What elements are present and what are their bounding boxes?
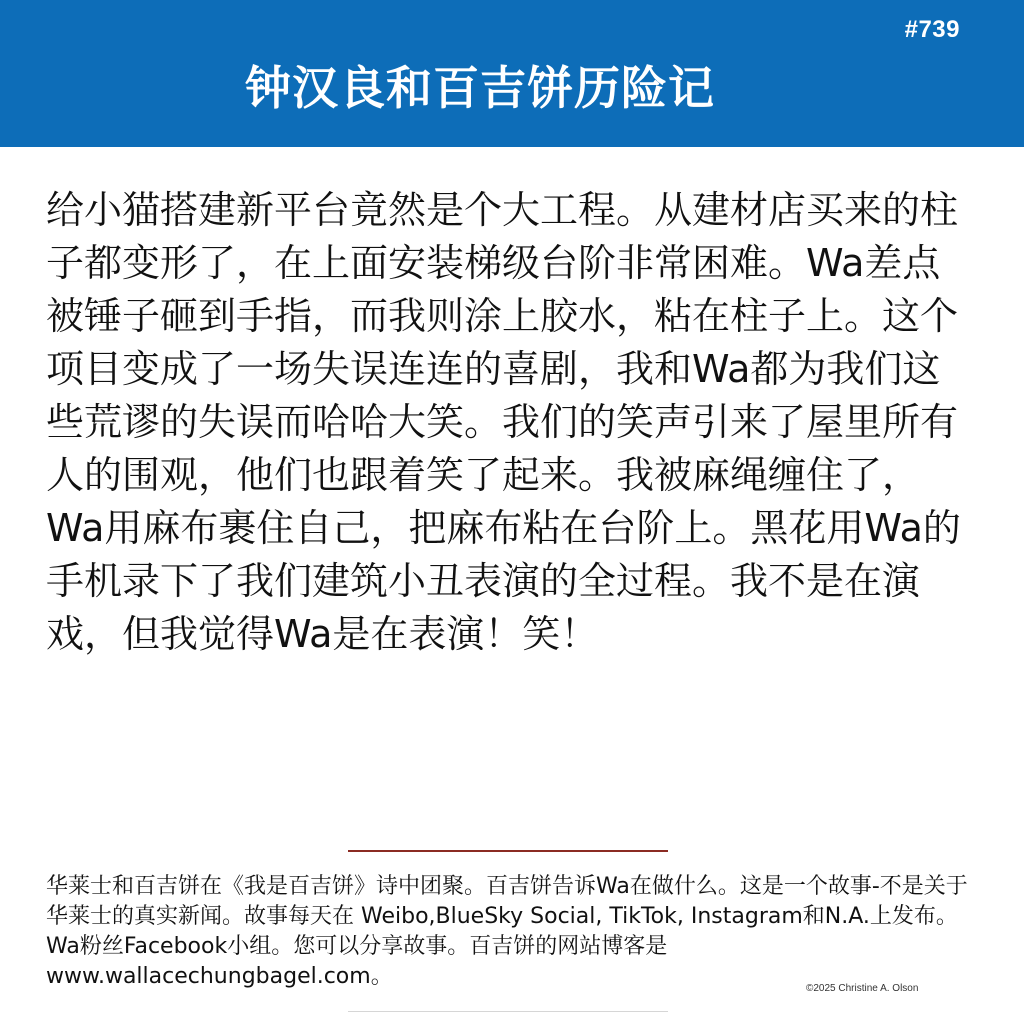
copyright-notice: ©2025 Christine A. Olson: [806, 983, 919, 994]
issue-number: #739: [904, 16, 960, 43]
page-title: 钟汉良和百吉饼历险记: [245, 61, 715, 115]
story-text: 给小猫搭建新平台竟然是个大工程。从建材店买来的柱子都变形了，在上面安装梯级台阶非常困难。Wa差点被锤子砸到手指，而我则涂上胶水，粘在柱子上。这个项目变成了一场失误连连的喜剧，我和Wa都为我们这些荒谬的失误而哈哈大笑。我们的笑声引来了屋里所有人的围观，他们也跟着笑了起来。我被麻绳缠住了，Wa用麻布裹住自己，把麻布粘在台阶上。黑花用Wa的手机录下了我们建筑小丑表演的全过程。我不是在演戏，但我觉得Wa是在表演！笑！: [46, 188, 961, 656]
bottom-divider: [348, 1011, 668, 1012]
footer-note: 华莱士和百吉饼在《我是百吉饼》诗中团聚。百吉饼告诉Wa在做什么。这是一个故事-不是关于华莱士的真实新闻。故事每天在 Weibo,BlueSky Social, TikTok, Instagram和N.A.上发布。Wa粉丝Facebook小组。您可以分享故事。百吉饼的网站博客是www.wallacechungbagel.com。: [46, 874, 968, 989]
header-banner: [0, 0, 1024, 147]
footer-divider: [348, 850, 668, 852]
